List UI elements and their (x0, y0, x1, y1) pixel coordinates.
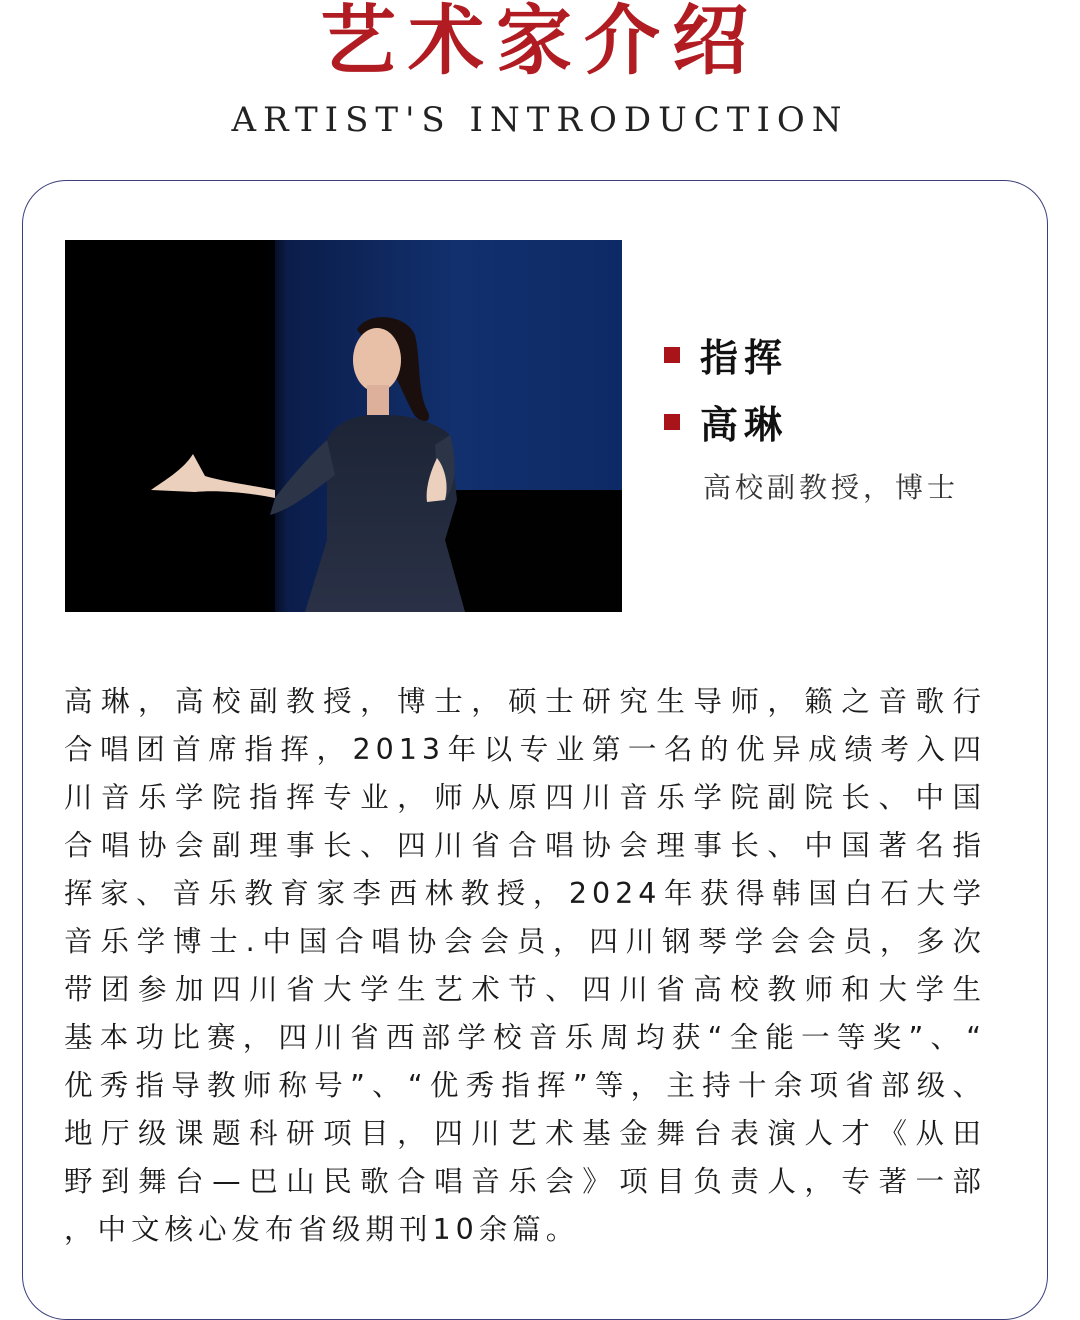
biography (64, 678, 986, 1254)
page-title: 艺术家介绍 (320, 0, 760, 85)
name-row (664, 394, 788, 449)
artist-title: 高校副教授，博士 (703, 471, 960, 504)
bio-line: 基本功比赛，四川省西部学校音乐周均获“全能一等奖”、“ (64, 1021, 986, 1054)
bullet-square-icon (664, 347, 680, 363)
bio-line: 合唱团首席指挥，2013年以专业第一名的优异成绩考入四 (64, 733, 986, 766)
bio-line: 优秀指导教师称号”、“优秀指挥”等，主持十余项省部级、 (64, 1069, 986, 1102)
bio-line: 川音乐学院指挥专业，师从原四川音乐学院副院长、中国 (64, 781, 986, 814)
bio-line: 合唱协会副理事长、四川省合唱协会理事长、中国著名指 (64, 829, 986, 862)
bio-line: 带团参加四川省大学生艺术节、四川省高校教师和大学生 (64, 973, 986, 1006)
bio-line: 音乐学博士.中国合唱协会会员，四川钢琴学会会员，多次 (64, 925, 986, 958)
role-label: 指挥 (700, 336, 789, 380)
artist-name: 高琳 (700, 403, 789, 447)
bio-line: 地厅级课题科研项目，四川艺术基金舞台表演人才《从田 (64, 1117, 986, 1150)
bio-line: 高琳，高校副教授，博士，硕士研究生导师，籁之音歌行 (64, 685, 986, 718)
conductor-photo (65, 240, 622, 612)
role-row (664, 327, 788, 382)
bio-line: 野到舞台—巴山民歌合唱音乐会》项目负责人，专著一部 (64, 1165, 986, 1198)
page-subtitle: ARTIST'S INTRODUCTION (231, 100, 849, 140)
bio-line: ，中文核心发布省级期刊10余篇。 (64, 1213, 580, 1246)
bullet-square-icon (664, 414, 680, 430)
bio-line: 挥家、音乐教育家李西林教授，2024年获得韩国白石大学 (64, 877, 986, 910)
